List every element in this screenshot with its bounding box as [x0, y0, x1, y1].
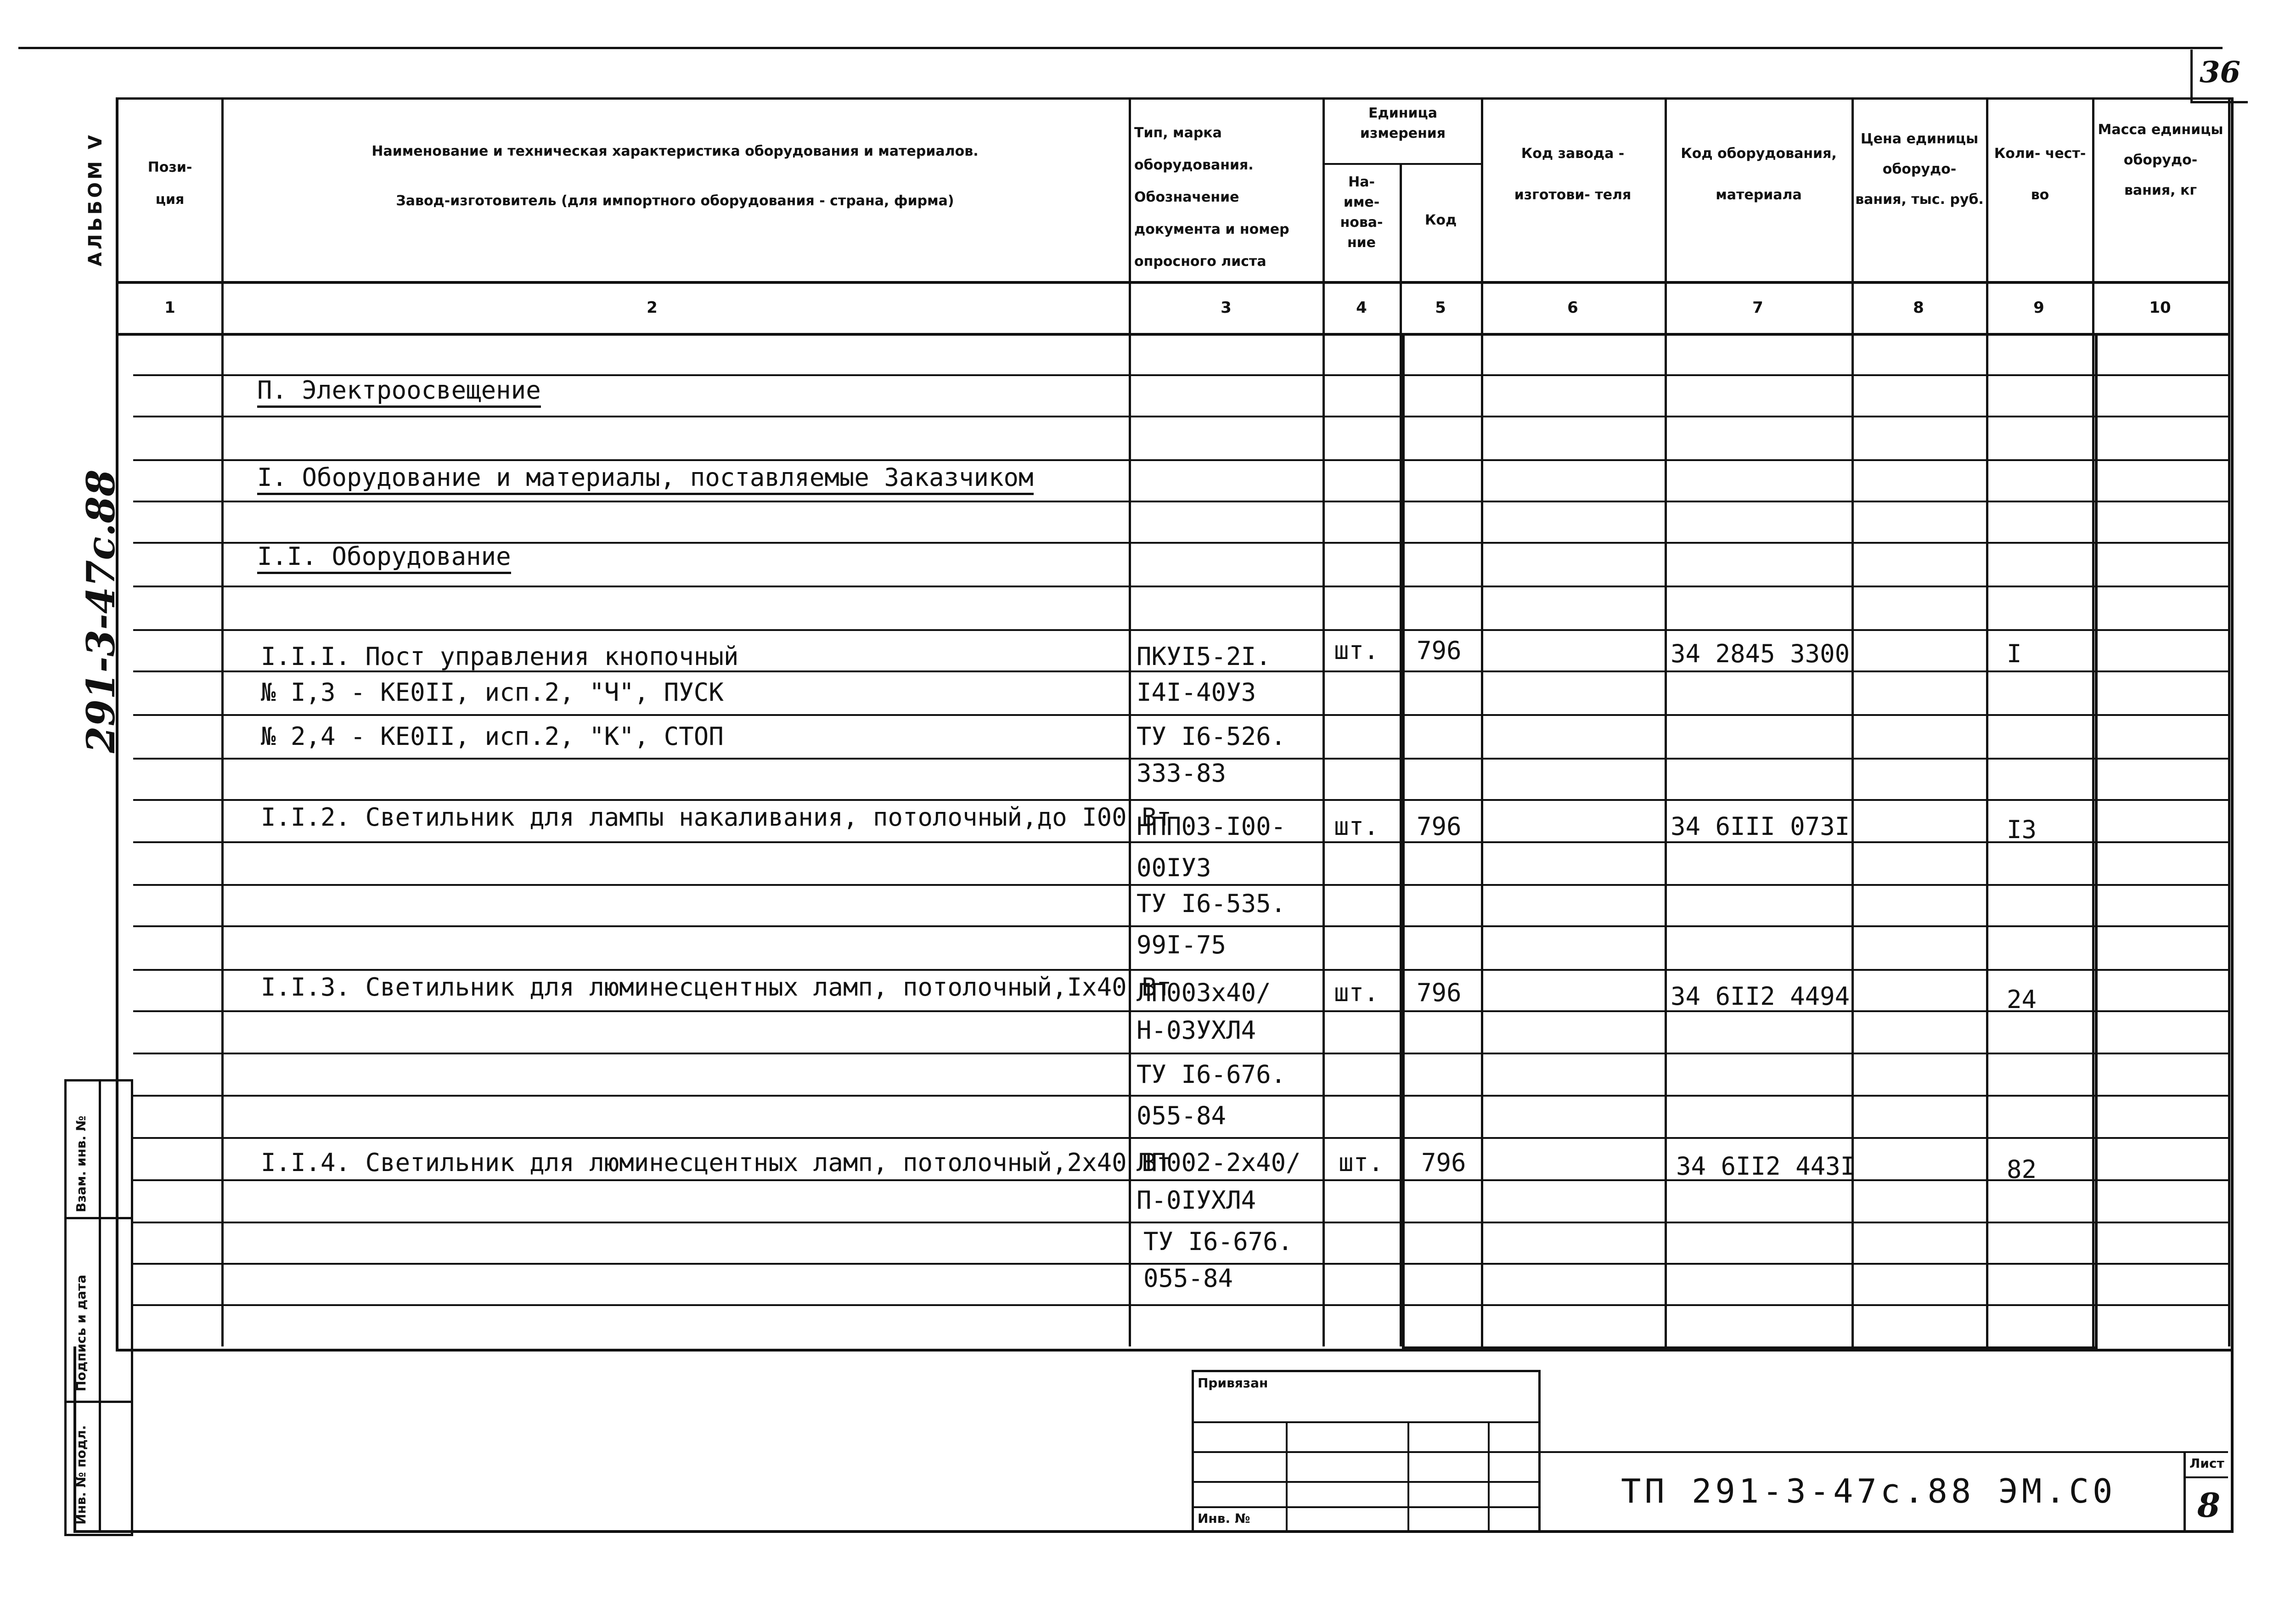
privyazan-vline [1488, 1421, 1490, 1531]
side-stamp-split [64, 1217, 131, 1219]
list-box-left [2183, 1451, 2186, 1530]
item-qty: 82 [2007, 1155, 2037, 1184]
list-number: 8 [2197, 1486, 2221, 1525]
item-unit: шт. [1339, 1148, 1384, 1177]
hdr-vline [221, 97, 224, 1346]
item-type: ПКУI5-2I. [1137, 642, 1271, 671]
item-qty: I3 [2007, 815, 2037, 844]
hdr-unit-split [1322, 163, 1481, 165]
item-unit-code: 796 [1421, 1148, 1466, 1177]
privyazan-vline [1286, 1421, 1288, 1531]
privyazan-hline [1192, 1506, 1538, 1508]
privyazan-label: Привязан [1198, 1375, 1268, 1391]
col-number: 1 [164, 298, 175, 317]
hdr-equipment-code: Код оборудования, материала [1681, 146, 1837, 203]
hdr-position: Пози- ция [147, 159, 192, 208]
col-number: 8 [1913, 298, 1924, 317]
item-name: I.I.2. Светильник для лампы накаливания, потолочный,до I00 Вт [261, 803, 1172, 832]
item-type: ТУ I6-535. [1137, 889, 1286, 918]
hdr-price: Цена единицы оборудо- вания, тыс. руб. [1855, 131, 1984, 208]
privyazan-hline [1192, 1481, 1538, 1483]
top-rule [18, 47, 2223, 49]
side-stamp-inner [99, 1079, 101, 1532]
item-type: П-0IУХЛ4 [1137, 1186, 1256, 1215]
item-type: I4I-40У3 [1137, 678, 1256, 707]
privyazan-hline [1192, 1451, 1538, 1453]
col-number: 6 [1567, 298, 1578, 317]
item-code: 34 6II2 4494 [1671, 982, 1850, 1011]
item-qty: 24 [2007, 985, 2037, 1014]
privyazan-vline [1407, 1421, 1409, 1531]
col-number: 5 [1435, 298, 1446, 317]
item-name: I.I.3. Светильник для люминесцентных ламп, потолочный,Iх40 Вт [261, 973, 1172, 1002]
hdr-unit-name: На- име- нова- ние [1340, 174, 1383, 251]
hdr-factory-code: Код завода - изготови- теля [1514, 146, 1632, 203]
item-unit: шт. [1334, 978, 1379, 1007]
item-code: 34 6III 073I [1671, 812, 1850, 841]
item-type: 333-83 [1137, 759, 1227, 788]
document-code: ТП 291-3-47с.88 ЭМ.С0 [1621, 1472, 2116, 1510]
hdr-vline-right [2228, 97, 2230, 1346]
item-unit-code: 796 [1417, 636, 1462, 665]
title-block-line [1536, 1451, 2228, 1453]
hdr-bottom-line [116, 281, 2228, 284]
hdr-unit-code: Код [1424, 212, 1457, 228]
list-label: Лист [2189, 1456, 2224, 1471]
item-type: 055-84 [1143, 1264, 1233, 1293]
hdr-name-line1: Наименование и техническая характеристика оборудования и материалов. [371, 143, 979, 159]
side-podpis: Подпись и дата [73, 1274, 89, 1391]
hdr-vline [1322, 97, 1325, 1346]
hdr-quantity: Коли- чест- во [1994, 146, 2086, 203]
item-type: ТУ I6-676. [1143, 1227, 1293, 1256]
item-unit: шт. [1334, 636, 1379, 665]
item-name: I.I.4. Светильник для люминесцентных ламп, потолочный,2х40 Вт [261, 1148, 1172, 1177]
item-type: 055-84 [1137, 1101, 1227, 1130]
item-code: 34 6II2 443I [1676, 1152, 1856, 1181]
data-block-frame [1402, 334, 2098, 1349]
item-type: ЛП002-2х40/ [1137, 1148, 1301, 1177]
side-stamp-split [64, 1401, 131, 1403]
page-number: 36 [2200, 55, 2241, 90]
item-unit-code: 796 [1417, 978, 1462, 1007]
inv-no-label: Инв. № [1198, 1511, 1250, 1526]
side-inv: Инв. № подл. [73, 1425, 89, 1525]
item-qty: I [2007, 639, 2022, 668]
item-code: 34 2845 3300 [1671, 639, 1850, 668]
section-heading: I. Оборудование и материалы, поставляемые Заказчиком [257, 463, 1034, 492]
list-box-split [2183, 1476, 2228, 1478]
album-code: 291-3-47с.88 [78, 469, 124, 753]
item-type: НПП03-I00- [1137, 812, 1286, 841]
col-number: 7 [1752, 298, 1763, 317]
item-type: 00IУ3 [1137, 853, 1211, 882]
item-name-detail: № I,3 - КЕ0II, исп.2, "Ч", ПУСК [261, 678, 724, 707]
privyazan-hline [1192, 1421, 1538, 1423]
hdr-unit: Единица измерения [1360, 105, 1446, 141]
hdr-name-line2: Завод-изготовитель (для импортного оборудования - страна, фирма) [396, 193, 954, 209]
col-number: 9 [2033, 298, 2044, 317]
side-vzam: Взам. инв. № [73, 1115, 89, 1212]
col-number: 3 [1221, 298, 1232, 317]
col-number: 10 [2149, 298, 2171, 317]
item-type: ТУ I6-676. [1137, 1060, 1286, 1089]
hdr-type: Тип, марка оборудования. Обозначение документа и номер опросного листа [1134, 125, 1289, 270]
hdr-mass: Масса единицы оборудо- вания, кг [2098, 122, 2223, 198]
item-unit: шт. [1334, 812, 1379, 841]
item-name-detail: № 2,4 - КЕ0II, исп.2, "К", СТОП [261, 722, 724, 751]
album-label: АЛЬБОМ V [85, 132, 106, 266]
section-heading: I.I. Оборудование [257, 542, 511, 571]
item-type: ТУ I6-526. [1137, 722, 1286, 751]
item-type: ЛП003х40/ [1137, 978, 1271, 1007]
item-unit-code: 796 [1417, 812, 1462, 841]
item-type: 99I-75 [1137, 930, 1227, 959]
section-heading: П. Электроосвещение [257, 376, 541, 405]
item-type: Н-03УХЛ4 [1137, 1016, 1256, 1045]
col-number: 2 [647, 298, 658, 317]
item-name: I.I.I. Пост управления кнопочный [261, 642, 739, 671]
col-number: 4 [1356, 298, 1367, 317]
